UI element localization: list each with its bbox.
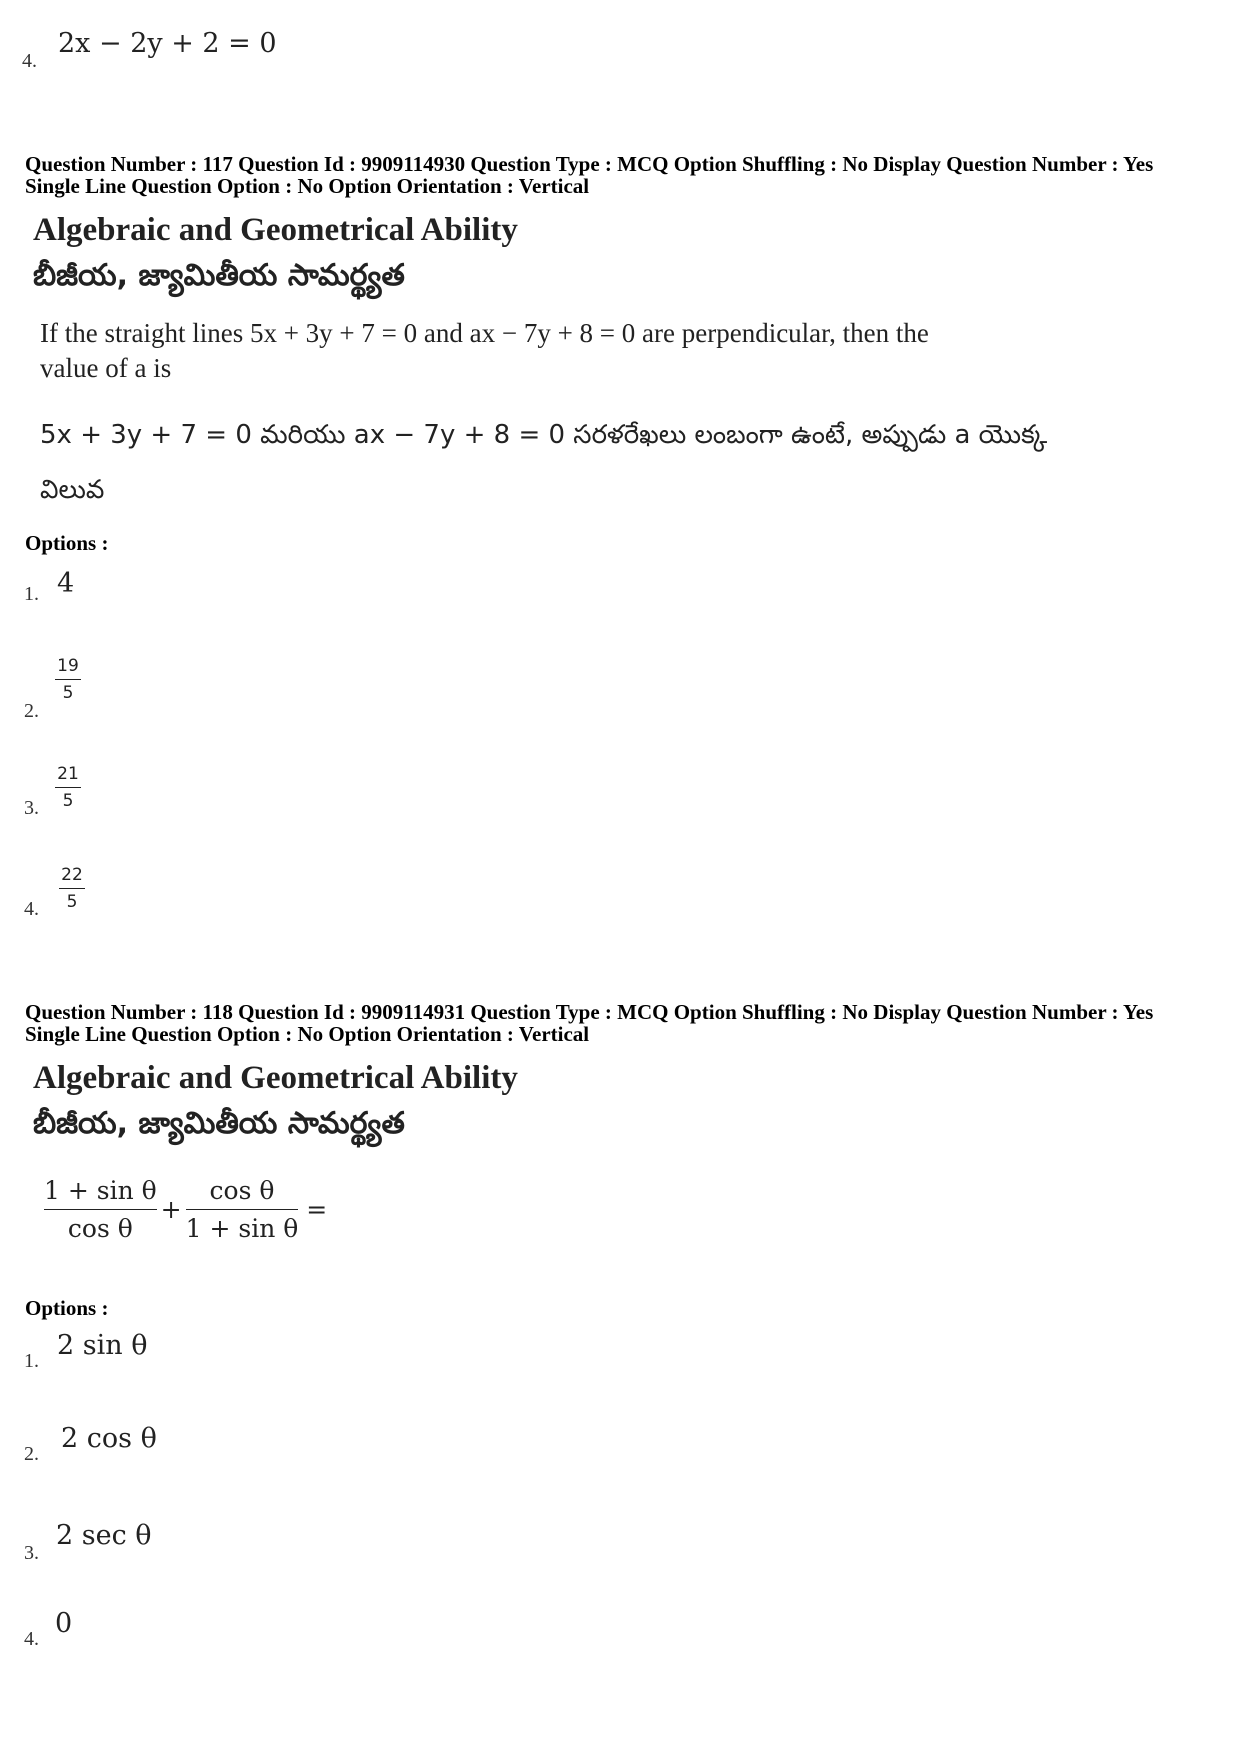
q117-question-telugu-line1: 5x + 3y + 7 = 0 మరియు ax − 7y + 8 = 0 సరళరేఖలు లంబంగా ఉంటే, అప్పుడు a యొక్క — [40, 420, 1048, 450]
denominator: 5 — [62, 683, 74, 703]
fraction-1 — [44, 1176, 157, 1243]
q118-option-2-value[interactable]: 2 cos θ — [61, 1423, 157, 1454]
q117-option-1-value[interactable]: 4 — [57, 568, 75, 599]
q118-option-4-number: 4. — [24, 1628, 39, 1650]
q118-subject-telugu: బీజీయ, జ్యామితీయ సామర్థ్యత — [33, 1106, 405, 1141]
q117-option-3-number: 3. — [24, 797, 39, 819]
q117-option-4-number: 4. — [24, 898, 39, 920]
q117-option-4-fraction[interactable] — [59, 865, 85, 912]
q117-subject-telugu: బీజీయ, జ్యామితీయ సామర్థ్యత — [33, 258, 405, 293]
numerator: 21 — [57, 764, 79, 784]
q117-question-english-line2: value of a is — [40, 353, 172, 383]
q117-options-label: Options : — [25, 531, 109, 555]
q118-meta-line2: Single Line Question Option : No Option Orientation : Vertical — [25, 1022, 590, 1046]
q118-options-label: Options : — [25, 1296, 109, 1320]
q117-option-2-fraction[interactable] — [55, 656, 81, 703]
fraction-2 — [186, 1176, 299, 1243]
q117-question-telugu-line2: విలువ — [40, 475, 105, 505]
numerator: 22 — [61, 865, 83, 885]
q118-question-expression — [44, 1176, 327, 1243]
equals-sign: = — [306, 1195, 328, 1224]
q117-option-2-number: 2. — [24, 700, 39, 722]
q118-option-1-number: 1. — [24, 1350, 39, 1372]
option-expression: 2x − 2y + 2 = 0 — [58, 28, 277, 59]
q117-question-english-line1: If the straight lines 5x + 3y + 7 = 0 and ax − 7y + 8 = 0 are perpendicular, then the — [40, 318, 929, 348]
fraction-2-denominator: 1 + sin θ — [185, 1214, 299, 1243]
fraction-bar — [55, 787, 81, 788]
fraction-bar — [44, 1209, 157, 1210]
fraction-2-numerator: cos θ — [209, 1176, 275, 1205]
plus-sign: + — [160, 1195, 182, 1224]
q118-option-3-value[interactable]: 2 sec θ — [56, 1520, 152, 1551]
fraction-1-numerator: 1 + sin θ — [44, 1176, 157, 1205]
fraction-bar — [59, 888, 85, 889]
fraction-1-denominator: cos θ — [67, 1214, 133, 1243]
fraction-bar — [186, 1209, 299, 1210]
q117-subject-english: Algebraic and Geometrical Ability — [33, 212, 518, 248]
q118-option-3-number: 3. — [24, 1542, 39, 1564]
q118-subject-english: Algebraic and Geometrical Ability — [33, 1060, 518, 1096]
q118-option-1-value[interactable]: 2 sin θ — [57, 1330, 148, 1361]
q118-option-4-value[interactable]: 0 — [55, 1608, 73, 1639]
denominator: 5 — [62, 791, 74, 811]
fraction-bar — [55, 679, 81, 680]
q118-meta-line1: Question Number : 118 Question Id : 9909114931 Question Type : MCQ Option Shuffling : No Display Question Number : Yes — [25, 1000, 1154, 1024]
q117-option-1-number: 1. — [24, 583, 39, 605]
q117-meta-line2: Single Line Question Option : No Option Orientation : Vertical — [25, 174, 590, 198]
numerator: 19 — [57, 656, 79, 676]
denominator: 5 — [66, 892, 78, 912]
option-number: 4. — [22, 50, 37, 72]
q118-option-2-number: 2. — [24, 1443, 39, 1465]
q117-meta-line1: Question Number : 117 Question Id : 9909114930 Question Type : MCQ Option Shuffling : No Display Question Number : Yes — [25, 152, 1154, 176]
q117-option-3-fraction[interactable] — [55, 764, 81, 811]
